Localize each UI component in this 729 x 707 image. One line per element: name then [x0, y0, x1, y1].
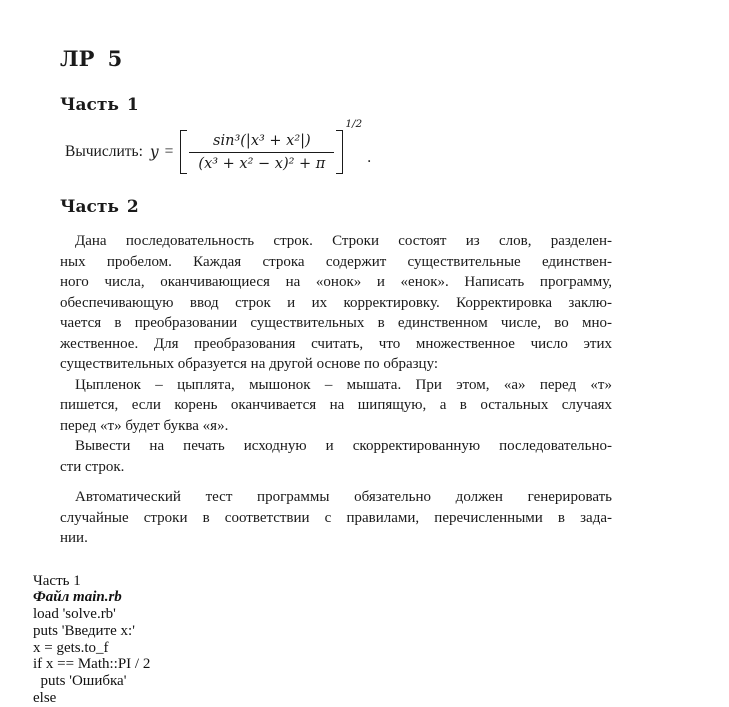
- text-line: случайные строки в соответствии с правилами, перечисленными в зада-: [60, 509, 612, 526]
- body-paragraph: [60, 231, 612, 375]
- text-line: пишется, если корень оканчивается на шипящую, а в остальных случаях: [60, 397, 612, 413]
- formula-fraction: [189, 130, 334, 174]
- code-line: Файл main.rb: [33, 589, 122, 606]
- formula-exponent: 1/2: [345, 118, 363, 130]
- text-line: перед «т» будет буква «я».: [60, 417, 229, 434]
- code-line: load 'solve.rb': [33, 606, 116, 623]
- left-bracket: [180, 130, 187, 174]
- formula-period: .: [367, 149, 372, 166]
- text-line: жественное. Для преобразования считать, что множественное число этих: [60, 335, 612, 352]
- code-listing: [33, 573, 612, 707]
- code-line: Часть 1: [33, 572, 81, 589]
- text-line: Цыпленок – цыплята, мышонок – мышата. При этом, «а» перед «т»: [75, 376, 612, 393]
- text-line: Вывести на печать исходную и скорректированную последовательно-: [75, 438, 612, 454]
- formula: [60, 118, 612, 183]
- text-line: чается в преобразовании существительных в единственном числе, во мно-: [60, 315, 612, 331]
- formula-equals-sign: =: [164, 143, 174, 160]
- formula-lhs-variable: y: [149, 143, 159, 161]
- formula-prefix: Вычислить:: [65, 143, 143, 160]
- page-title: ЛР 5: [60, 46, 123, 71]
- body-paragraph: [60, 487, 612, 549]
- fraction-denominator: (x³ + x² − x)² + π: [189, 152, 334, 174]
- text-line: сти строк.: [60, 458, 125, 475]
- text-line: нии.: [60, 530, 88, 546]
- body-paragraph: [60, 436, 612, 477]
- code-line: puts 'Ошибка': [33, 673, 127, 690]
- right-bracket: [336, 130, 343, 174]
- fraction-numerator: sin³(|x³ + x²|): [213, 133, 311, 149]
- part2-paragraphs: [60, 231, 612, 549]
- code-line: x = gets.to_f: [33, 639, 109, 656]
- text-line: Дана последовательность строк. Строки состоят из слов, разделен-: [75, 233, 612, 249]
- code-line: puts 'Введите x:': [33, 622, 135, 639]
- text-line: ных пробелом. Каждая строка содержит существительные единствен-: [60, 253, 612, 270]
- code-line: else: [33, 690, 57, 707]
- text-line: обеспечивающую ввод строк и их корректировку. Корректировка заклю-: [60, 294, 612, 311]
- body-paragraph: [60, 375, 612, 437]
- text-line: Автоматический тест программы обязательно должен генерировать: [75, 489, 612, 505]
- section-heading-part2: Часть 2: [60, 197, 139, 217]
- section-heading-part1: Часть 1: [60, 95, 139, 115]
- text-line: существительных образуется на другой основе по образцу:: [60, 356, 439, 372]
- code-line: if x == Math::PI / 2: [33, 656, 151, 673]
- formula-bracket-group: [180, 130, 343, 174]
- text-line: ного числа, оканчивающиеся на «онок» и «енок». Написать программу,: [60, 274, 612, 290]
